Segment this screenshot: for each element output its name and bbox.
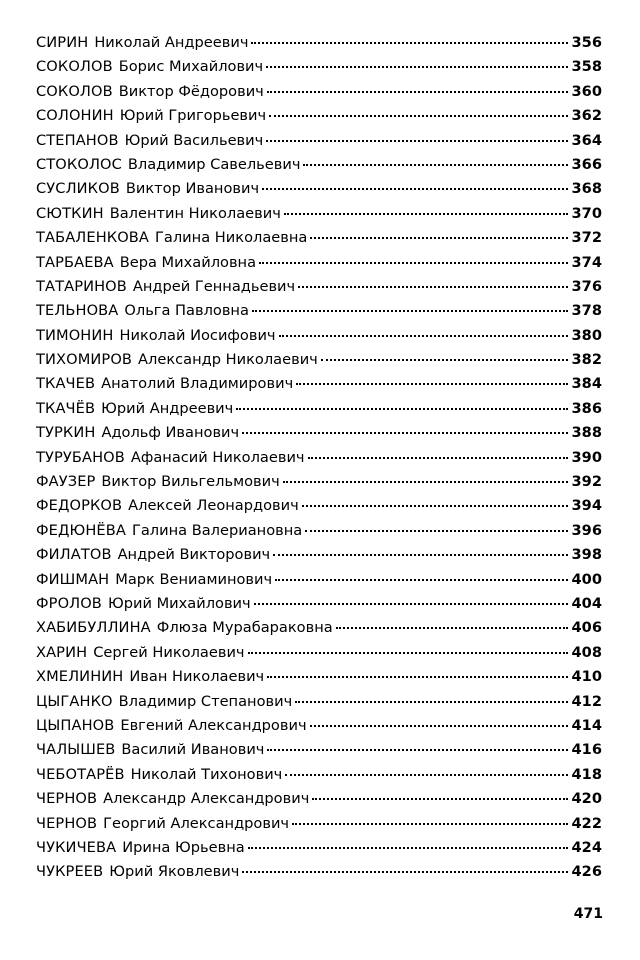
dot-leader: [295, 701, 567, 703]
entry-surname: СЮТКИН: [36, 204, 104, 222]
entry-surname: ТАБАЛЕНКОВА: [36, 229, 150, 247]
toc-entry: [36, 860, 602, 884]
entry-given-name: Алексей Леонардович: [128, 497, 299, 515]
entry-surname: СУСЛИКОВ: [36, 180, 120, 198]
entry-surname: ТАРБАЕВА: [36, 253, 114, 271]
toc-entry: [36, 177, 602, 201]
dot-leader: [252, 310, 568, 312]
entry-page-number: 358: [571, 58, 602, 76]
entry-given-name: Александр Александрович: [103, 790, 310, 808]
dot-leader: [262, 188, 567, 190]
entry-given-name: Вера Михайловна: [119, 253, 257, 271]
dot-leader: [248, 847, 568, 849]
entry-given-name: Иван Николаевич: [129, 668, 265, 686]
entry-page-number: 382: [571, 351, 602, 369]
entry-surname: СТЕПАНОВ: [36, 131, 119, 149]
dot-leader: [236, 408, 567, 410]
entry-given-name: Георгий Александрович: [103, 814, 290, 832]
entry-page-number: 394: [571, 497, 602, 515]
toc-entry: [36, 592, 602, 616]
entry-surname: ТАТАРИНОВ: [36, 277, 127, 295]
entry-surname: ФЕДЮНЁВА: [36, 521, 126, 539]
entry-surname: ТКАЧЁВ: [36, 399, 96, 417]
dot-leader: [312, 798, 567, 800]
toc-entry: [36, 787, 602, 811]
entry-surname: ФАУЗЕР: [36, 473, 96, 491]
dot-leader: [292, 823, 567, 825]
entry-page-number: 406: [571, 619, 602, 637]
entry-given-name: Адольф Иванович: [101, 424, 240, 442]
entry-surname: СОКОЛОВ: [36, 58, 113, 76]
entry-surname: ЧЕБОТАРЁВ: [36, 765, 125, 783]
entry-surname: ЧУКРЕЕВ: [36, 863, 104, 881]
entry-page-number: 408: [571, 643, 602, 661]
entry-page-number: 418: [571, 765, 602, 783]
entry-page-number: 370: [571, 204, 602, 222]
entry-given-name: Ольга Павловна: [124, 302, 249, 320]
dot-leader: [308, 457, 568, 459]
entry-surname: ХМЕЛИНИН: [36, 668, 124, 686]
dot-leader: [303, 164, 567, 166]
entry-page-number: 390: [571, 448, 602, 466]
entry-given-name: Галина Валериановна: [131, 521, 303, 539]
toc-entry: [36, 714, 602, 738]
entry-page-number: 416: [571, 741, 602, 759]
dot-leader: [305, 530, 567, 532]
entry-page-number: 404: [571, 594, 602, 612]
entry-surname: ТИМОНИН: [36, 326, 114, 344]
entry-given-name: Виктор Фёдорович: [118, 82, 264, 100]
entry-given-name: Николай Андреевич: [94, 34, 249, 51]
entry-page-number: 362: [571, 107, 602, 125]
entry-surname: ФИШМАН: [36, 570, 110, 588]
entry-given-name: Юрий Васильевич: [124, 131, 264, 149]
entry-page-number: 422: [571, 814, 602, 832]
dot-leader: [267, 91, 568, 93]
entry-surname: ФРОЛОВ: [36, 594, 102, 612]
entry-page-number: 410: [571, 668, 602, 686]
entry-page-number: 414: [571, 716, 602, 734]
entry-surname: СИРИН: [36, 34, 89, 51]
entry-page-number: 366: [571, 155, 602, 173]
entry-surname: ЦЫГАНКО: [36, 692, 113, 710]
entry-given-name: Ирина Юрьевна: [122, 838, 245, 856]
entry-page-number: 380: [571, 326, 602, 344]
dot-leader: [273, 554, 567, 556]
entry-page-number: 412: [571, 692, 602, 710]
entry-given-name: Борис Михайлович: [118, 58, 264, 76]
entry-surname: ЧЕРНОВ: [36, 814, 98, 832]
entry-surname: ТИХОМИРОВ: [36, 351, 133, 369]
dot-leader: [254, 603, 568, 605]
toc-entry: [36, 665, 602, 689]
entry-page-number: 420: [571, 790, 602, 808]
entry-given-name: Андрей Викторович: [117, 546, 271, 564]
toc-entry: [36, 31, 602, 55]
entry-page-number: 372: [571, 229, 602, 247]
entry-page-number: 400: [571, 570, 602, 588]
toc-entry: [36, 299, 602, 323]
toc-entry: [36, 568, 602, 592]
dot-leader: [248, 652, 568, 654]
entry-surname: ЧУКИЧЕВА: [36, 838, 117, 856]
toc-entry: [36, 738, 602, 762]
dot-leader: [275, 579, 567, 581]
toc-entry: [36, 129, 602, 153]
entry-given-name: Владимир Савельевич: [127, 155, 301, 173]
entry-given-name: Галина Николаевна: [155, 229, 308, 247]
entry-surname: ТКАЧЕВ: [36, 375, 96, 393]
toc-entry: [36, 372, 602, 396]
entry-given-name: Афанасий Николаевич: [130, 448, 305, 466]
entry-given-name: Сергей Николаевич: [93, 643, 245, 661]
entry-page-number: 426: [571, 863, 602, 881]
dot-leader: [251, 42, 567, 44]
dot-leader: [302, 505, 568, 507]
entry-page-number: 396: [571, 521, 602, 539]
toc-entry: [36, 153, 602, 177]
dot-leader: [269, 115, 567, 117]
toc-entry: [36, 348, 602, 372]
toc-entry: [36, 543, 602, 567]
entry-given-name: Виктор Иванович: [125, 180, 260, 198]
toc-entry: [36, 275, 602, 299]
dot-leader: [298, 286, 567, 288]
entry-surname: ФЕДОРКОВ: [36, 497, 123, 515]
toc-entry: [36, 251, 602, 275]
dot-leader: [321, 359, 568, 361]
entry-page-number: 392: [571, 473, 602, 491]
entry-given-name: Анатолий Владимирович: [101, 375, 294, 393]
toc-entry: [36, 226, 602, 250]
entry-page-number: 386: [571, 399, 602, 417]
entry-surname: ЧЕРНОВ: [36, 790, 98, 808]
entry-page-number: 424: [571, 838, 602, 856]
toc-entry: [36, 812, 602, 836]
toc-entry: [36, 690, 602, 714]
entry-given-name: Юрий Михайлович: [107, 594, 251, 612]
dot-leader: [336, 627, 568, 629]
toc-entry: [36, 494, 602, 518]
toc-entry: [36, 446, 602, 470]
entry-page-number: 384: [571, 375, 602, 393]
entry-surname: ФИЛАТОВ: [36, 546, 112, 564]
entry-surname: ХАБИБУЛЛИНА: [36, 619, 151, 637]
toc-entry: [36, 80, 602, 104]
entry-given-name: Виктор Вильгельмович: [101, 473, 280, 491]
dot-leader: [259, 262, 567, 264]
entry-surname: ТУРКИН: [36, 424, 96, 442]
dot-leader: [267, 676, 567, 678]
entry-page-number: 398: [571, 546, 602, 564]
entry-page-number: 376: [571, 277, 602, 295]
dot-leader: [310, 237, 567, 239]
entry-given-name: Николай Иосифович: [119, 326, 276, 344]
toc-entry: [36, 324, 602, 348]
entry-given-name: Евгений Александрович: [120, 716, 307, 734]
entry-page-number: 364: [571, 131, 602, 149]
toc-entry: [36, 55, 602, 79]
toc-entry: [36, 421, 602, 445]
dot-leader: [310, 725, 568, 727]
toc-entry: [36, 202, 602, 226]
toc-entry: [36, 763, 602, 787]
toc-entry: [36, 836, 602, 860]
entry-page-number: 378: [571, 302, 602, 320]
dot-leader: [283, 481, 568, 483]
dot-leader: [266, 140, 567, 142]
page-number: 471: [573, 906, 603, 922]
entry-given-name: Юрий Андреевич: [101, 399, 234, 417]
toc-entry: [36, 470, 602, 494]
entry-surname: СОЛОНИН: [36, 107, 114, 125]
table-of-contents: [36, 31, 602, 885]
dot-leader: [266, 66, 567, 68]
entry-given-name: Николай Тихонович: [130, 765, 283, 783]
entry-given-name: Юрий Григорьевич: [119, 107, 267, 125]
entry-given-name: Андрей Геннадьевич: [132, 277, 296, 295]
entry-page-number: 360: [571, 82, 602, 100]
toc-entry: [36, 616, 602, 640]
entry-surname: ЧАЛЫШЕВ: [36, 741, 116, 759]
dot-leader: [242, 432, 567, 434]
entry-page-number: 374: [571, 253, 602, 271]
toc-entry: [36, 641, 602, 665]
entry-surname: СТОКОЛОС: [36, 155, 122, 173]
dot-leader: [285, 774, 567, 776]
entry-surname: ТУРУБАНОВ: [36, 448, 125, 466]
dot-leader: [267, 749, 567, 751]
entry-page-number: 368: [571, 180, 602, 198]
entry-page-number: 356: [571, 34, 602, 51]
entry-given-name: Флюза Мурабараковна: [156, 619, 333, 637]
toc-entry: [36, 397, 602, 421]
entry-surname: ТЕЛЬНОВА: [36, 302, 119, 320]
toc-entry: [36, 519, 602, 543]
entry-given-name: Александр Николаевич: [138, 351, 318, 369]
entry-surname: СОКОЛОВ: [36, 82, 113, 100]
entry-given-name: Владимир Степанович: [118, 692, 293, 710]
entry-page-number: 388: [571, 424, 602, 442]
dot-leader: [279, 335, 568, 337]
entry-given-name: Марк Вениаминович: [115, 570, 273, 588]
entry-surname: ХАРИН: [36, 643, 88, 661]
entry-surname: ЦЫПАНОВ: [36, 716, 115, 734]
entry-given-name: Юрий Яковлевич: [109, 863, 240, 881]
entry-given-name: Валентин Николаевич: [109, 204, 281, 222]
dot-leader: [296, 383, 567, 385]
dot-leader: [242, 871, 567, 873]
entry-given-name: Василий Иванович: [121, 741, 265, 759]
toc-entry: [36, 104, 602, 128]
dot-leader: [284, 213, 568, 215]
